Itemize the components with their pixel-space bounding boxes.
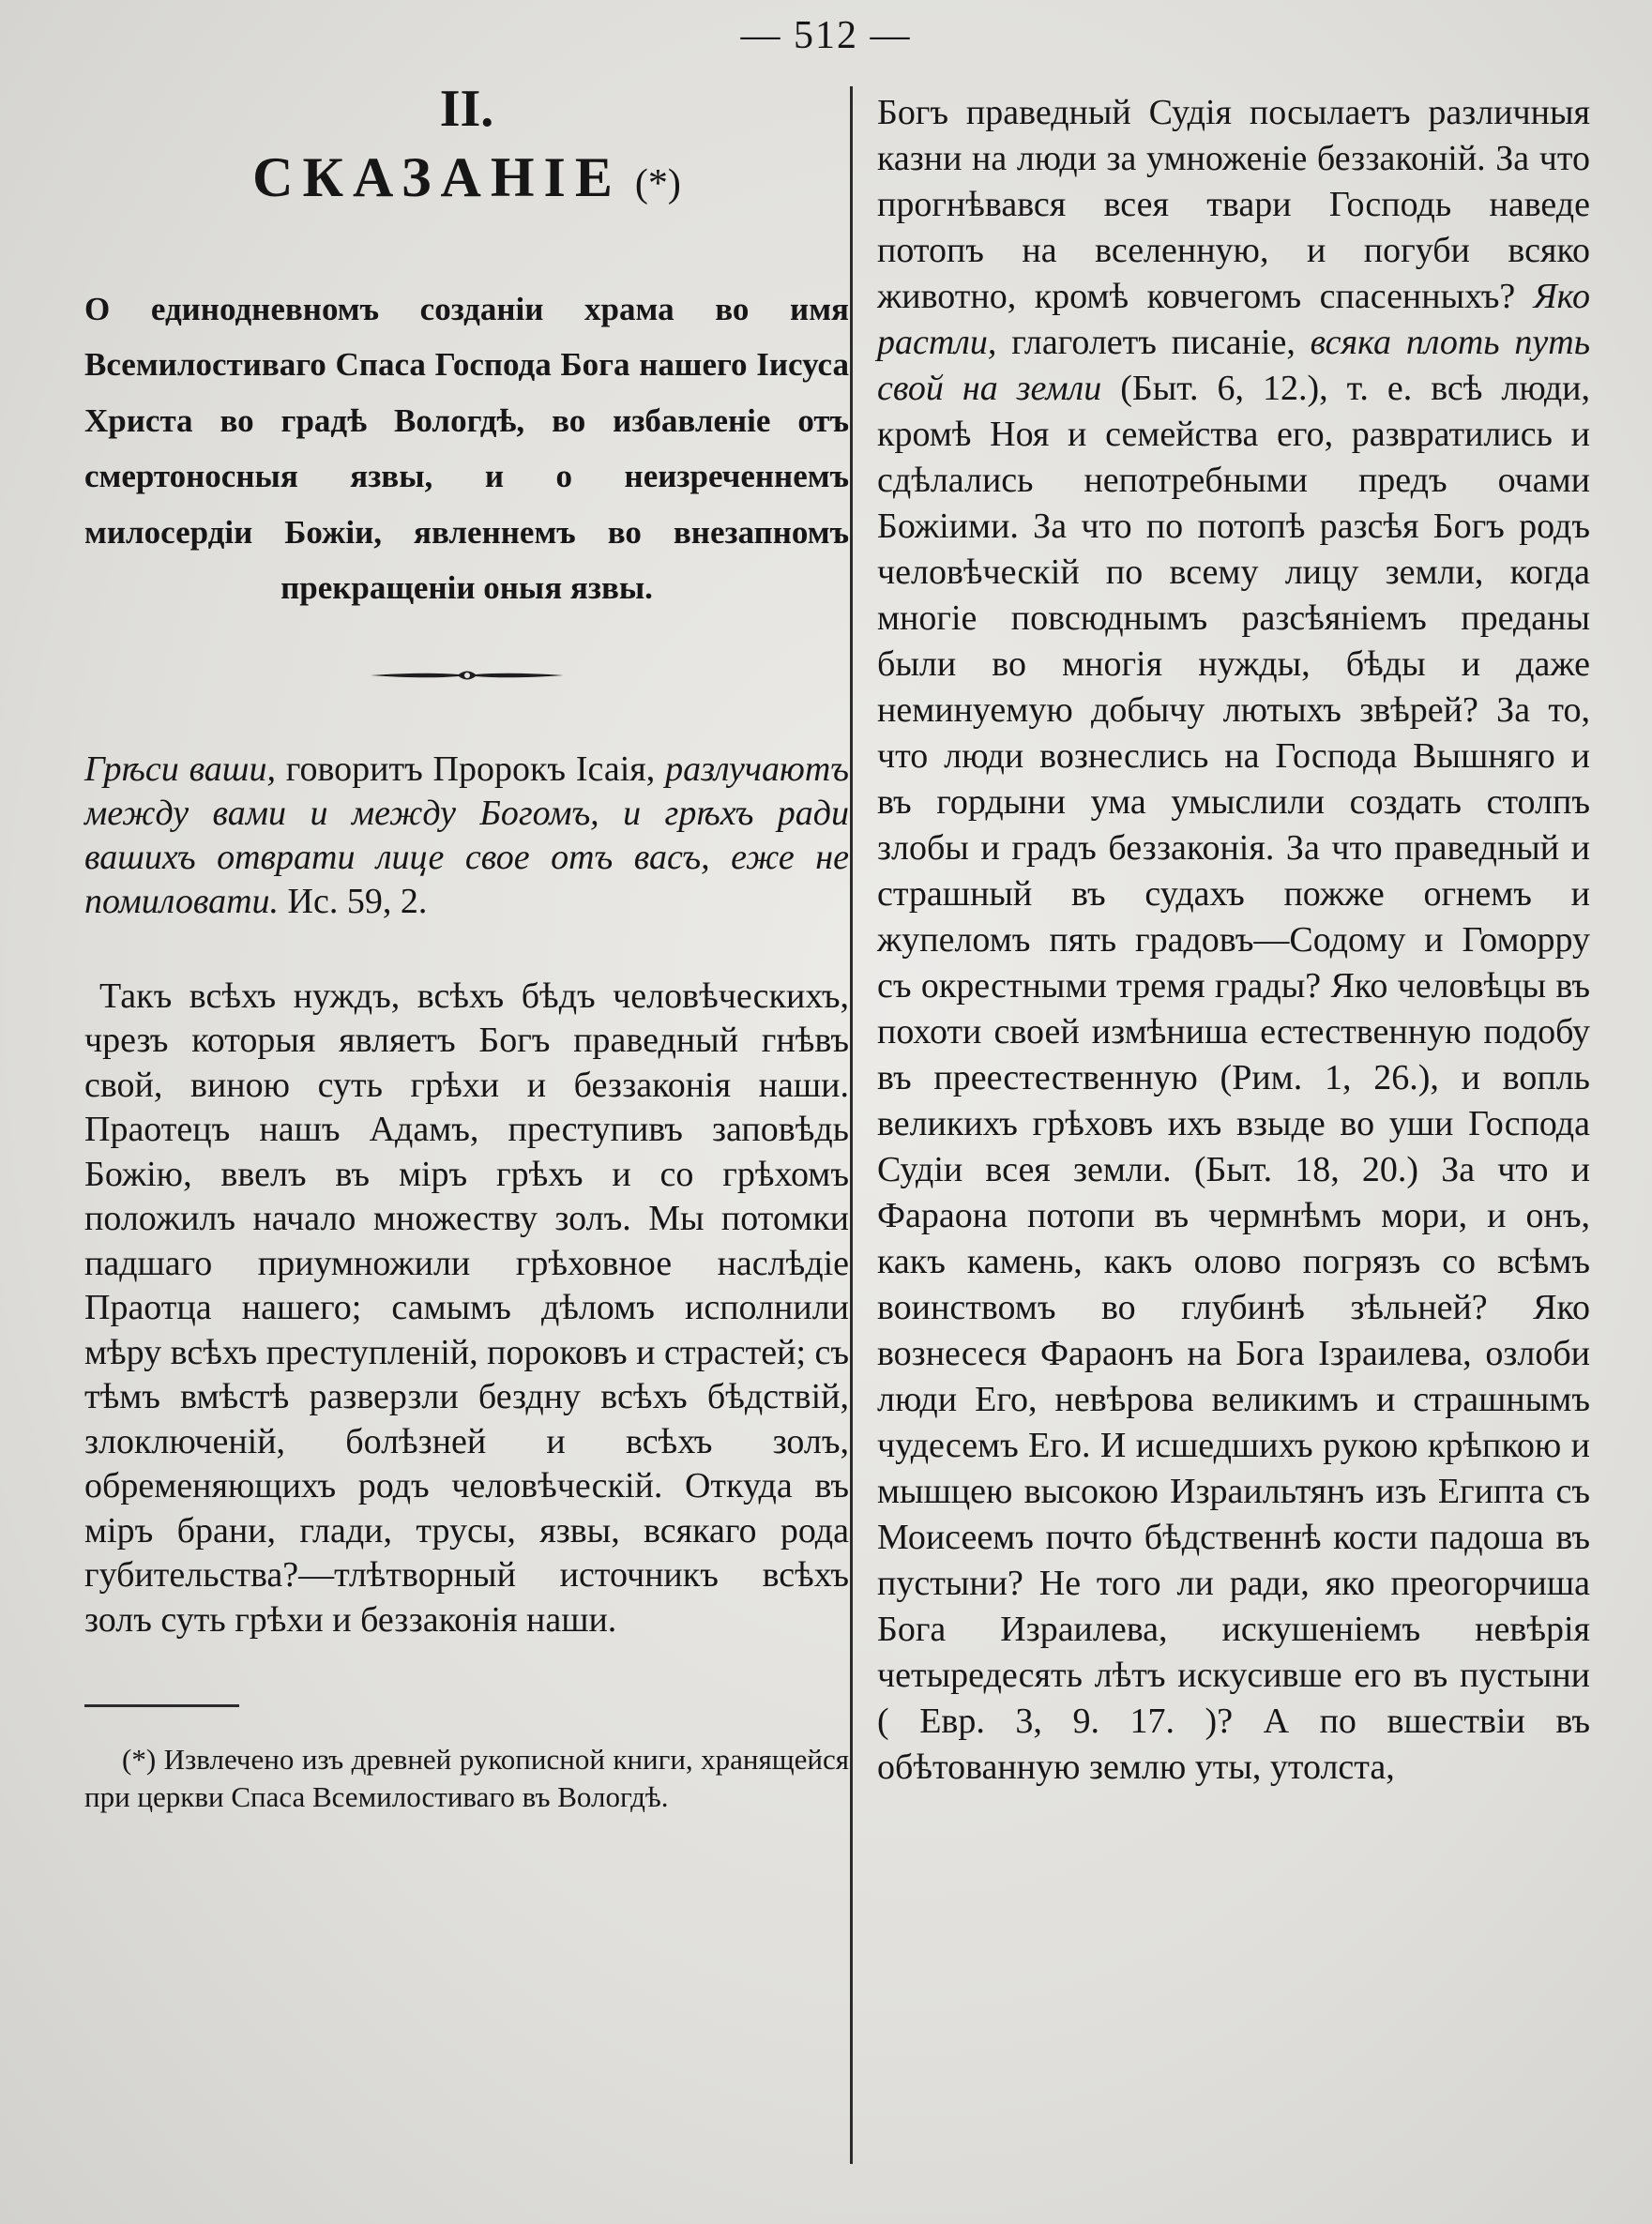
right-text-quote1: Яко растли,	[877, 277, 1590, 362]
footnote-rule	[84, 1704, 239, 1707]
footnote: (*) Извлечено изъ древней рукописной книги, хранящейся при церкви Спаса Всемилостиваго въ Вологдѣ.	[84, 1743, 849, 1814]
right-text-seg5: (Быт. 6, 12.), т. е. всѣ люди, кромѣ Ноя и семейства его, развратились и сдѣлались непотребными предъ очами Божіими. За что по потопѣ разсѣя Богъ родъ человѣческій по всему лицу земли, когда многіе повсюднымъ разсѣяніемъ преданы были во многія нужды, бѣды и даже неминуемую добычу лютыхъ звѣрей? За то, что люди вознеслись на Господа Вышняго и въ гордыни ума умыслили создать столпъ злобы и градъ беззаконія. За что праведный и страшный въ судахъ пожже огнемъ и жупеломъ пять градовъ—Содому и Гоморру съ окрестными тремя грады? Яко человѣцы въ похоти своей измѣниша естественную подобу въ преестественную (Рим. 1, 26.), и вопль великихъ грѣховъ ихъ взыде во уши Господа Судіи всея земли. (Быт. 18, 20.) За что и Фараона потопи въ чермнѣмъ мори, и онъ, какъ камень, какъ олово погрязъ со всѣмъ воинствомъ во глубинѣ зѣльней? Яко вознесеся Фараонъ на Бога Ізраилева, озлоби люди Его, невѣрова великимъ и страшнымъ чудесемъ Его. И исшедшихъ рукою крѣпкою и мышцею высокою Израильтянъ изъ Египта съ Моисеемъ почто бѣдственнѣ кости падоша въ пустыни? Не того ли ради, яко преогорчиша Бога Израилева, искушеніемъ невѣрія четыредесять лѣтъ искусивше его въ пустыни ( Евр. 3, 9. 17. )? А по вшествіи въ обѣтованную землю уты, утолста,	[877, 369, 1590, 1787]
epigraph	[84, 748, 849, 924]
left-column	[84, 81, 849, 1816]
right-body-paragraph	[877, 90, 1590, 1791]
right-text-seg1: Богъ праведный Судія посылаетъ различныя казни на люди за умноженіе беззаконій. За что прогнѣвався всея твари Господь наведе потопъ на вселенную, и погуби всяко животно, кромѣ ковчегомъ спасенныхъ?	[877, 93, 1590, 316]
footnote-marker: (*)	[634, 161, 681, 205]
section-title: СКАЗАНІЕ	[252, 145, 622, 208]
column-divider	[850, 86, 853, 2164]
ornament-divider-icon	[369, 665, 566, 686]
left-body-paragraph: Такъ всѣхъ нуждъ, всѣхъ бѣдъ человѣческихъ, чрезъ которыя являетъ Богъ праведный гнѣвъ свой, виною суть грѣхи и беззаконія наши. Праотецъ нашъ Адамъ, преступивъ заповѣдь Божію, ввелъ въ міръ грѣхъ и со грѣхомъ положилъ начало множеству золъ. Мы потомки падшаго приумножили грѣховное наслѣдіе Праотца нашего; самымъ дѣломъ исполнили мѣру всѣхъ преступленій, пороковъ и страстей; съ тѣмъ вмѣстѣ разверзли бездну всѣхъ бѣдствій, злоключеній, болѣзней и всѣхъ золъ, обременяющихъ родъ человѣческій. Откуда въ міръ брани, глади, трусы, язвы, всякаго рода губительства?—тлѣтворный источникъ всѣхъ золъ суть грѣхи и беззаконія наши.	[84, 976, 850, 1640]
page-number: — 512 —	[740, 14, 912, 57]
section-subtitle: О единодневномъ созданіи храма во имя Всемилостиваго Спаса Господа Бога нашего Іисуса Христа во градѣ Вологдѣ, во избавленіе отъ смертоносныя язвы, и о неизреченнемъ милосердіи Божіи, явленнемъ во внезапномъ прекращеніи оныя язвы.	[84, 290, 849, 607]
right-column	[877, 90, 1590, 1791]
epigraph-reference: Ис. 59, 2.	[279, 881, 428, 921]
epigraph-quote: разлучаютъ между вами и между Богомъ, и грѣхъ ради вашихъ отврати лице свое отъ васъ, еже не помиловати.	[84, 749, 849, 921]
section-number: II.	[439, 80, 494, 138]
section-title-line	[84, 146, 849, 208]
right-text-seg3: глаголетъ писаніе,	[996, 323, 1311, 362]
epigraph-attribution: говоритъ Пророкъ Ісаія,	[276, 749, 666, 789]
right-text-quote2: всяка плоть путь свой на земли	[877, 323, 1590, 408]
epigraph-quote-start: Грѣси ваши,	[84, 749, 276, 789]
